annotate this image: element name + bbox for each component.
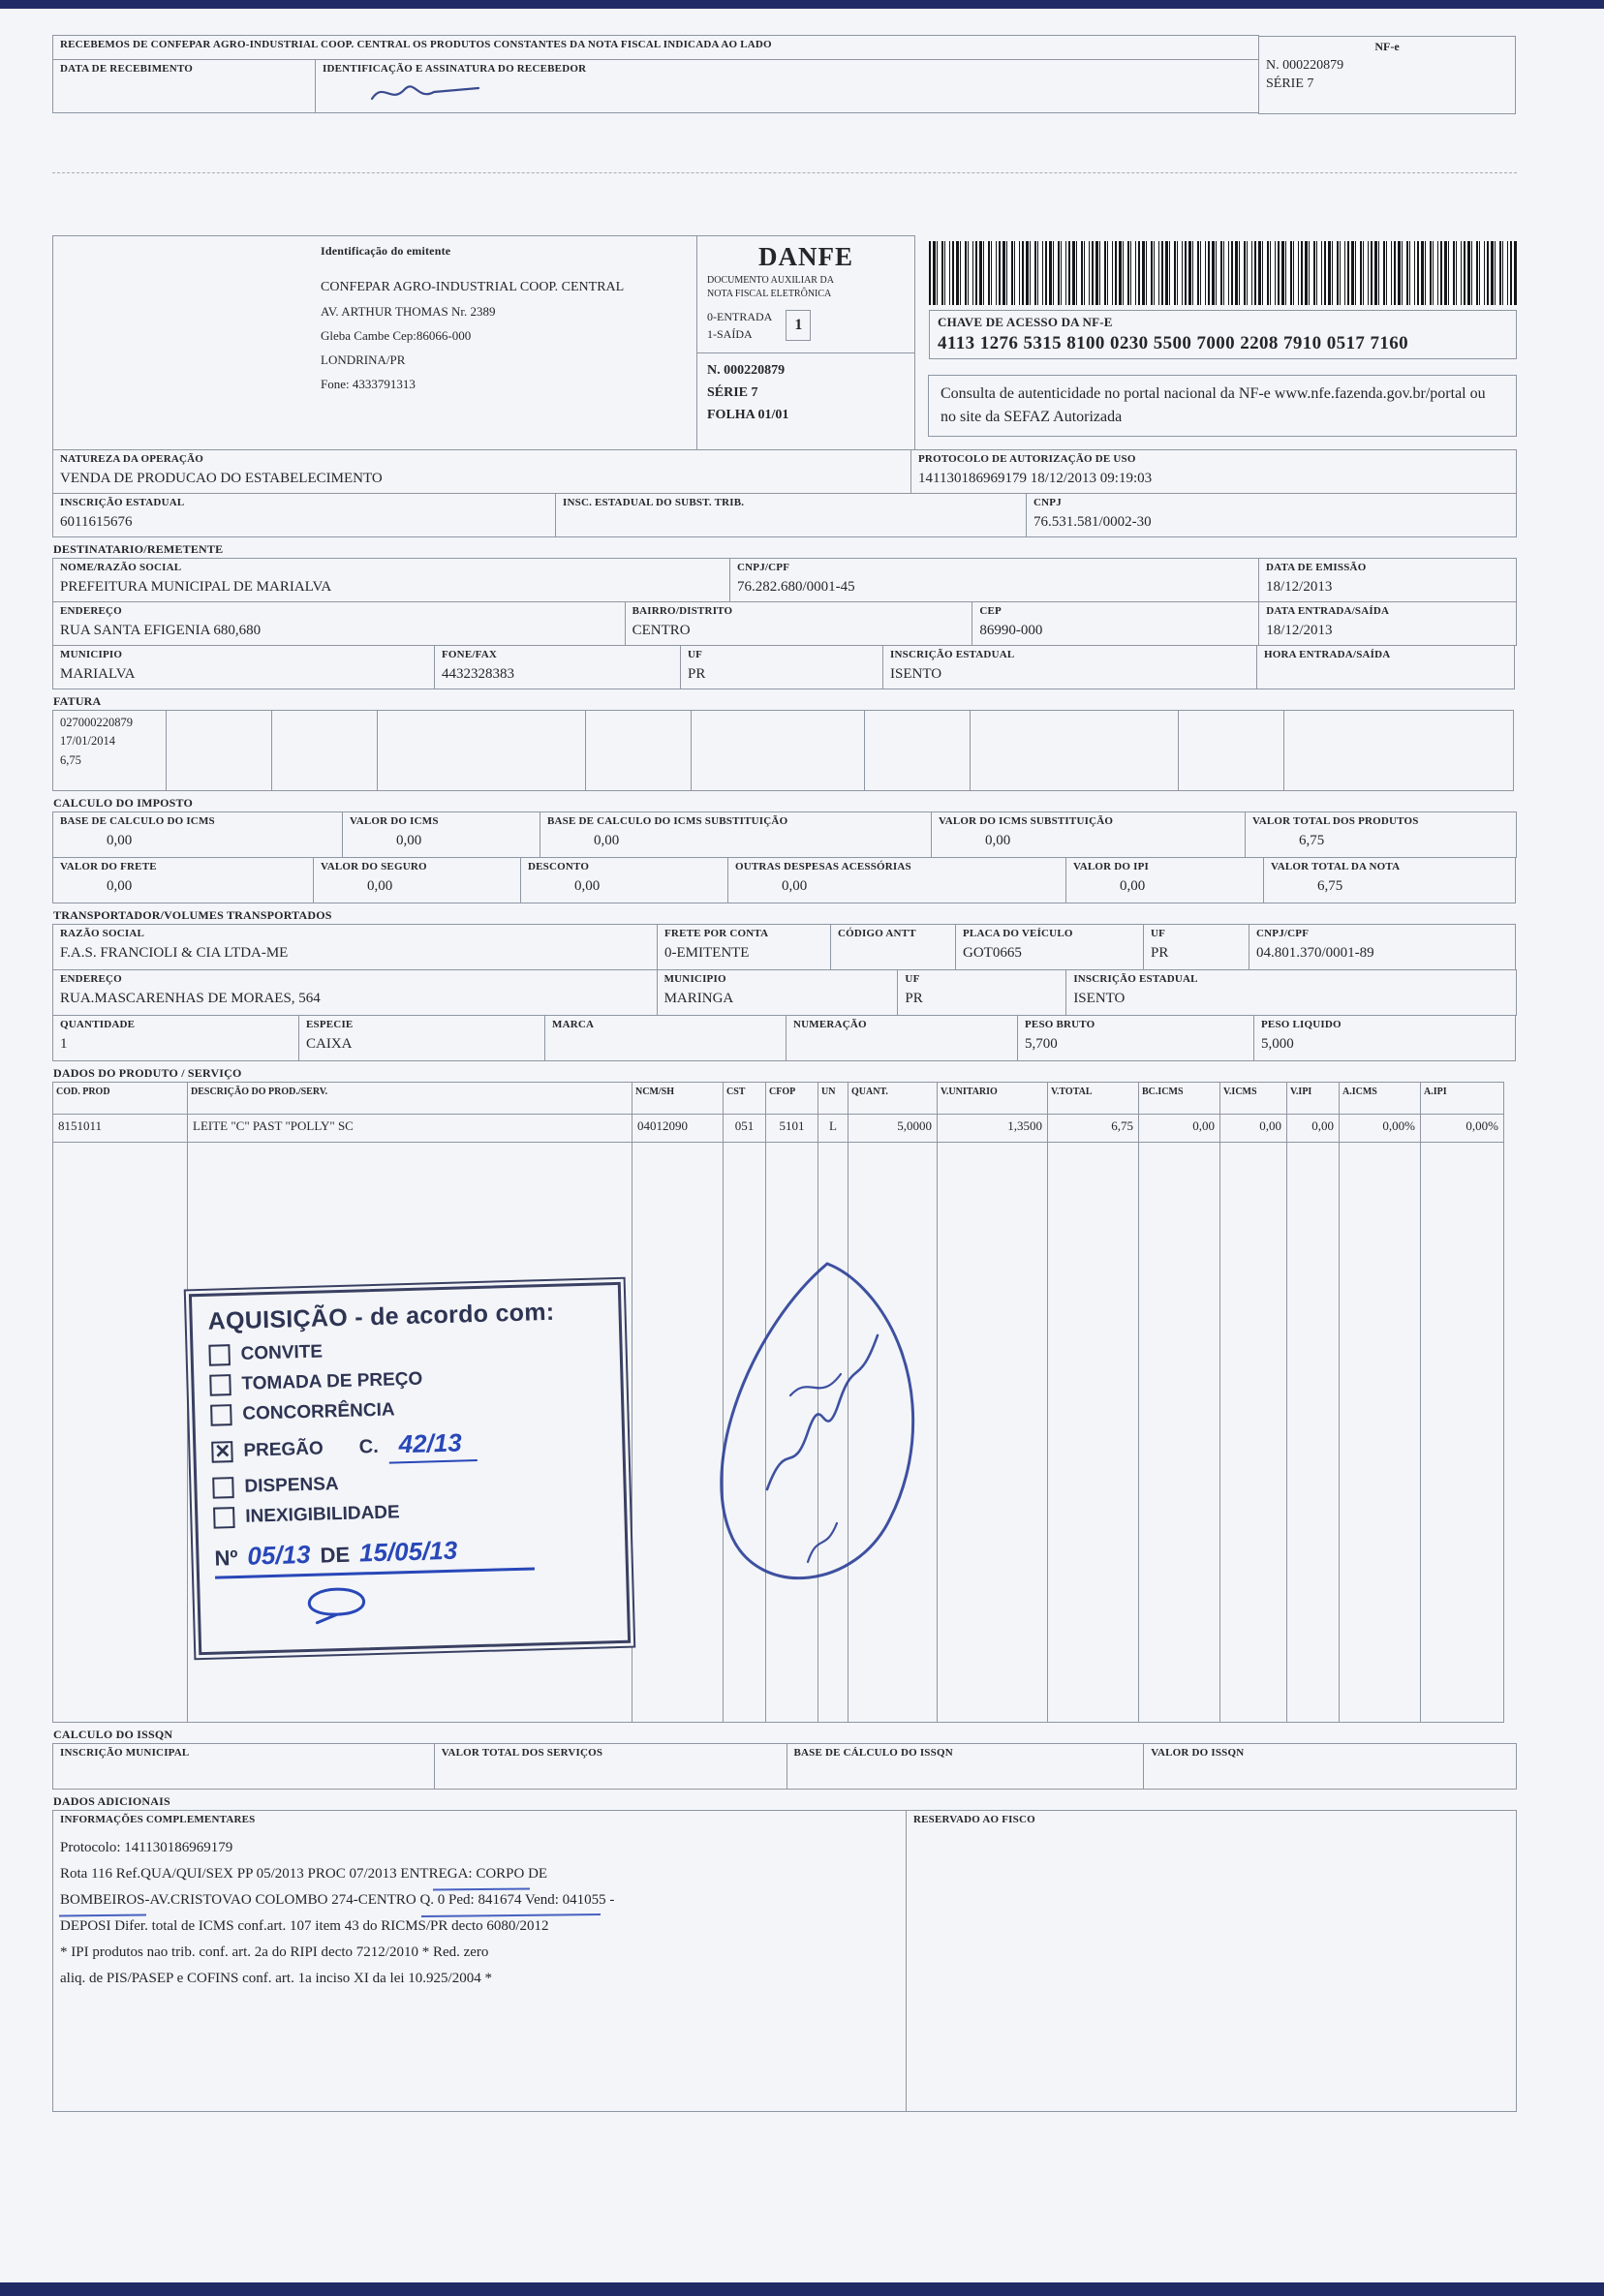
empty-col xyxy=(1286,1142,1340,1723)
fatura-section-title: FATURA xyxy=(53,694,102,708)
imposto-row-2 xyxy=(52,857,1517,903)
checkbox-unchecked-icon xyxy=(213,1507,235,1529)
stamp-option-label: INEXIGIBILIDADE xyxy=(245,1502,400,1527)
checkbox-unchecked-icon xyxy=(212,1477,234,1499)
field-value: PR xyxy=(905,990,923,1006)
valor-icms-st-field xyxy=(931,811,1246,858)
info-line: * IPI produtos nao trib. conf. art. 2a do RIPI decto 7212/2010 * Red. zero xyxy=(60,1944,489,1960)
inscricao-row xyxy=(52,493,1517,537)
fatura-valor: 6,75 xyxy=(60,752,81,767)
produto-cfop: 5101 xyxy=(765,1114,818,1143)
valor-ipi-field xyxy=(1065,857,1264,903)
valor-issqn-field xyxy=(1143,1743,1517,1790)
destinatario-row-2 xyxy=(52,601,1517,646)
field-value: 86990-000 xyxy=(979,622,1043,638)
access-key-value: 4113 1276 5315 8100 0230 5500 7000 2208 7910 0517 7160 xyxy=(938,333,1409,354)
dest-cep-field xyxy=(972,601,1259,646)
field-label: VALOR DO IPI xyxy=(1073,861,1149,872)
field-value: 1 xyxy=(60,1035,68,1052)
stamp-option-dispensa xyxy=(212,1466,607,1498)
field-label: VALOR DO ISSQN xyxy=(1151,1747,1245,1759)
field-value: 141130186969179 18/12/2013 09:19:03 xyxy=(918,470,1153,486)
col-header-cod: COD. PROD xyxy=(52,1082,188,1115)
acquisition-stamp xyxy=(189,1282,631,1655)
dest-fone-field xyxy=(434,645,681,689)
protocolo-field xyxy=(910,449,1517,494)
natureza-operacao-field xyxy=(52,449,911,494)
field-value: 76.531.581/0002-30 xyxy=(1033,513,1152,530)
informacoes-complementares-cell xyxy=(52,1810,907,2112)
checkbox-checked-icon xyxy=(211,1441,233,1463)
emitente-district: Gleba Cambe Cep:86066-000 xyxy=(321,328,472,343)
emitente-phone: Fone: 4333791313 xyxy=(321,377,416,391)
stamp-option-tomada xyxy=(209,1363,604,1395)
cnpj-field xyxy=(1026,493,1517,537)
field-label: DESCONTO xyxy=(528,861,590,872)
field-value: 6,75 xyxy=(1299,832,1325,848)
field-value: RUA.MASCARENHAS DE MORAES, 564 xyxy=(60,990,321,1006)
adicionais-row xyxy=(52,1810,1517,2112)
checkbox-unchecked-icon xyxy=(208,1344,231,1366)
dest-municipio-field xyxy=(52,645,435,689)
field-value: 6,75 xyxy=(1317,877,1343,894)
data-recebimento-field xyxy=(52,59,316,113)
field-label: BASE DE CALCULO DO ICMS xyxy=(60,815,215,827)
issqn-row xyxy=(52,1743,1517,1790)
info-line: Rota 116 Ref.QUA/QUI/SEX PP 05/2013 PROC 07/2013 ENTREGA: CORPO DE xyxy=(60,1865,548,1882)
danfe-title: DANFE xyxy=(758,242,853,271)
col-header-ncm: NCM/SH xyxy=(632,1082,724,1115)
field-label: VALOR TOTAL DOS SERVIÇOS xyxy=(441,1747,603,1759)
stamp-option-label: DISPENSA xyxy=(244,1474,339,1497)
col-header-vtotal: V.TOTAL xyxy=(1047,1082,1139,1115)
fatura-empty-cell xyxy=(970,710,1179,791)
inscricao-estadual-field xyxy=(52,493,556,537)
field-value: MARIALVA xyxy=(60,665,136,682)
scan-top-edge xyxy=(0,0,1604,9)
danfe-series: SÉRIE 7 xyxy=(707,385,758,401)
col-header-aipi: A.IPI xyxy=(1420,1082,1504,1115)
produto-aicms: 0,00% xyxy=(1339,1114,1421,1143)
document-header xyxy=(52,235,1517,450)
quantidade-field xyxy=(52,1015,299,1061)
peso-bruto-field xyxy=(1017,1015,1254,1061)
stamp-option-label: CONCORRÊNCIA xyxy=(242,1399,395,1424)
field-label: CÓDIGO ANTT xyxy=(838,928,916,939)
canhoto xyxy=(52,36,1517,114)
field-label: MUNICIPIO xyxy=(663,973,726,985)
recebemos-cell xyxy=(52,35,1259,60)
transp-uf2-field xyxy=(897,969,1066,1016)
access-key-area xyxy=(915,235,1517,450)
field-value: 0,00 xyxy=(396,832,422,848)
numeracao-field xyxy=(786,1015,1018,1061)
transportador-section-title: TRANSPORTADOR/VOLUMES TRANSPORTADOS xyxy=(53,908,332,922)
inscricao-municipal-field xyxy=(52,1743,435,1790)
fatura-empty-cell xyxy=(1283,710,1514,791)
fatura-empty-cell xyxy=(691,710,865,791)
stamp-pen-squiggle xyxy=(273,1581,400,1626)
empty-col xyxy=(632,1142,724,1723)
col-header-cst: CST xyxy=(723,1082,766,1115)
empty-col xyxy=(1138,1142,1220,1723)
field-label: CNPJ/CPF xyxy=(1256,928,1310,939)
field-label: HORA ENTRADA/SAÍDA xyxy=(1264,649,1391,660)
reservado-fisco-cell xyxy=(906,1810,1517,2112)
transportador-row-3 xyxy=(52,1015,1517,1061)
fatura-empty-cell xyxy=(377,710,586,791)
field-value: CAIXA xyxy=(306,1035,353,1052)
field-label: CNPJ xyxy=(1033,497,1062,508)
stamp-option-pregao xyxy=(211,1424,607,1468)
fatura-empty-cell xyxy=(271,710,378,791)
base-icms-field xyxy=(52,811,343,858)
empty-col xyxy=(765,1142,818,1723)
field-label: QUANTIDADE xyxy=(60,1019,136,1030)
destinatario-row-1 xyxy=(52,558,1517,602)
fatura-vencimento: 17/01/2014 xyxy=(60,734,115,749)
field-label: PLACA DO VEÍCULO xyxy=(963,928,1073,939)
handwritten-contract-number: 42/13 xyxy=(388,1427,478,1464)
destinatario-row-3 xyxy=(52,645,1517,689)
col-header-bcicms: BC.ICMS xyxy=(1138,1082,1220,1115)
stamp-no-label: Nº xyxy=(214,1545,238,1571)
stamp-option-convite xyxy=(208,1333,603,1365)
field-value: 0,00 xyxy=(782,877,808,894)
col-header-aicms: A.ICMS xyxy=(1339,1082,1421,1115)
field-label: INSCRIÇÃO ESTADUAL xyxy=(1073,973,1198,985)
danfe-subtitle: DOCUMENTO AUXILIAR DA NOTA FISCAL ELETRÔNICA xyxy=(707,275,834,299)
dest-ie-field xyxy=(882,645,1257,689)
field-value: GOT0665 xyxy=(963,944,1022,961)
field-label: DATA DE EMISSÃO xyxy=(1266,562,1367,573)
total-produtos-field xyxy=(1245,811,1517,858)
field-label: INFORMAÇÕES COMPLEMENTARES xyxy=(60,1814,256,1825)
field-label: BASE DE CÁLCULO DO ISSQN xyxy=(793,1747,953,1759)
field-label: OUTRAS DESPESAS ACESSÓRIAS xyxy=(735,861,911,872)
field-value: 0,00 xyxy=(367,877,393,894)
col-header-vunit: V.UNITARIO xyxy=(937,1082,1048,1115)
field-value: RUA SANTA EFIGENIA 680,680 xyxy=(60,622,262,638)
field-label: VALOR TOTAL DA NOTA xyxy=(1271,861,1401,872)
imposto-row-1 xyxy=(52,811,1517,858)
dest-bairro-field xyxy=(625,601,973,646)
field-label: VALOR DO FRETE xyxy=(60,861,157,872)
field-value: 5,000 xyxy=(1261,1035,1294,1052)
dest-emissao-field xyxy=(1258,558,1517,602)
dest-uf-field xyxy=(680,645,883,689)
info-line: aliq. de PIS/PASEP e COFINS conf. art. 1a inciso XI da lei 10.925/2004 * xyxy=(60,1970,492,1986)
seguro-field xyxy=(313,857,521,903)
danfe-document xyxy=(52,37,1517,2112)
transp-cnpj-field xyxy=(1249,924,1516,970)
nfe-title: NF-e xyxy=(1374,40,1400,53)
empty-col xyxy=(1420,1142,1504,1723)
recebemos-text: RECEBEMOS DE CONFEPAR AGRO-INDUSTRIAL COOP. CENTRAL OS PRODUTOS CONSTANTES DA NOTA FISCAL INDICADA AO LADO xyxy=(60,39,772,50)
field-value: 0,00 xyxy=(1120,877,1146,894)
empty-col xyxy=(1339,1142,1421,1723)
stamp-option-label: PREGÃO xyxy=(243,1437,324,1461)
field-label: VALOR TOTAL DOS PRODUTOS xyxy=(1252,815,1419,827)
cut-line xyxy=(52,172,1517,173)
field-value: PREFEITURA MUNICIPAL DE MARIALVA xyxy=(60,578,332,595)
emitente-name: CONFEPAR AGRO-INDUSTRIAL COOP. CENTRAL xyxy=(321,280,625,294)
field-value: 0,00 xyxy=(985,832,1011,848)
frete-field xyxy=(52,857,314,903)
emitente-box xyxy=(52,235,697,450)
stamp-option-inexigibilidade xyxy=(213,1496,608,1528)
desconto-field xyxy=(520,857,728,903)
info-line: BOMBEIROS-AV.CRISTOVAO COLOMBO 274-CENTRO Q. 0 Ped: 841674 Vend: 041055 - xyxy=(60,1891,615,1908)
produtos-header-row xyxy=(52,1082,1517,1115)
field-value: PR xyxy=(1151,944,1169,961)
transp-razao-field xyxy=(52,924,658,970)
col-header-vicms: V.ICMS xyxy=(1219,1082,1287,1115)
col-header-vipi: V.IPI xyxy=(1286,1082,1340,1115)
field-label: NATUREZA DA OPERAÇÃO xyxy=(60,453,204,465)
adicionais-section-title: DADOS ADICIONAIS xyxy=(53,1794,170,1808)
transportador-row-2 xyxy=(52,969,1517,1016)
field-label: MUNICIPIO xyxy=(60,649,123,660)
produto-bcicms: 0,00 xyxy=(1138,1114,1220,1143)
barcode xyxy=(929,241,1517,305)
transp-ie-field xyxy=(1065,969,1517,1016)
stamp-c-label: C. xyxy=(358,1435,380,1458)
produtos-section-title: DADOS DO PRODUTO / SERVIÇO xyxy=(53,1066,242,1080)
nfe-series: SÉRIE 7 xyxy=(1266,77,1314,91)
inscricao-subst-field xyxy=(555,493,1027,537)
stamp-option-label: CONVITE xyxy=(240,1341,324,1364)
field-value: MARINGA xyxy=(663,990,734,1006)
nfe-number: N. 000220879 xyxy=(1266,58,1344,73)
field-label: INSCRIÇÃO MUNICIPAL xyxy=(60,1747,190,1759)
field-label: NUMERAÇÃO xyxy=(793,1019,867,1030)
field-value: 0,00 xyxy=(107,877,133,894)
field-label: INSC. ESTADUAL DO SUBST. TRIB. xyxy=(563,497,745,508)
field-label: UF xyxy=(1151,928,1166,939)
produto-vtotal: 6,75 xyxy=(1047,1114,1139,1143)
danfe-tipo-box: 1 xyxy=(786,310,811,341)
field-label: VALOR DO ICMS SUBSTITUIÇÃO xyxy=(939,815,1114,827)
scan-bottom-edge xyxy=(0,2282,1604,2296)
field-label: RAZÃO SOCIAL xyxy=(60,928,145,939)
natureza-row xyxy=(52,449,1517,494)
access-key-box xyxy=(929,310,1517,359)
field-label: INSCRIÇÃO ESTADUAL xyxy=(60,497,185,508)
transp-endereco-field xyxy=(52,969,658,1016)
danfe-sheet: FOLHA 01/01 xyxy=(707,408,789,423)
field-label: ENDEREÇO xyxy=(60,605,122,617)
field-value: 0,00 xyxy=(574,877,601,894)
transportador-row-1 xyxy=(52,924,1517,970)
checkbox-unchecked-icon xyxy=(209,1374,231,1396)
field-label: PESO BRUTO xyxy=(1025,1019,1095,1030)
marca-field xyxy=(544,1015,787,1061)
produto-vipi: 0,00 xyxy=(1286,1114,1340,1143)
danfe-saida-option: 1-SAÍDA xyxy=(707,327,753,341)
dest-entrada-field xyxy=(1258,601,1517,646)
produto-cod: 8151011 xyxy=(52,1114,188,1143)
field-label: VALOR DO SEGURO xyxy=(321,861,427,872)
field-value: CENTRO xyxy=(632,622,691,638)
handwritten-process-number: 05/13 xyxy=(246,1539,311,1571)
field-label: PROTOCOLO DE AUTORIZAÇÃO DE USO xyxy=(918,453,1136,465)
field-value: ISENTO xyxy=(1073,990,1126,1006)
stamp-de-label: DE xyxy=(320,1542,351,1568)
imposto-section-title: CALCULO DO IMPOSTO xyxy=(53,796,194,810)
codigo-antt-field xyxy=(830,924,956,970)
field-value: VENDA DE PRODUCAO DO ESTABELECIMENTO xyxy=(60,470,383,486)
checkbox-unchecked-icon xyxy=(210,1404,232,1426)
field-value: 5,700 xyxy=(1025,1035,1058,1052)
produto-vunit: 1,3500 xyxy=(937,1114,1048,1143)
field-value: 18/12/2013 xyxy=(1266,578,1333,595)
fatura-numero: 027000220879 xyxy=(60,716,133,729)
access-key-label: CHAVE DE ACESSO DA NF-E xyxy=(938,315,1113,329)
placa-field xyxy=(955,924,1144,970)
issqn-section-title: CALCULO DO ISSQN xyxy=(53,1728,173,1741)
produto-aipi: 0,00% xyxy=(1420,1114,1504,1143)
field-label: NOME/RAZÃO SOCIAL xyxy=(60,562,182,573)
field-label: IDENTIFICAÇÃO E ASSINATURA DO RECEBEDOR xyxy=(323,63,587,75)
fatura-empty-cell xyxy=(1178,710,1284,791)
dest-cnpj-field xyxy=(729,558,1259,602)
field-value: 0,00 xyxy=(107,832,133,848)
emitente-city: LONDRINA/PR xyxy=(321,352,406,367)
field-value: 0,00 xyxy=(594,832,620,848)
field-label: BASE DE CALCULO DO ICMS SUBSTITUIÇÃO xyxy=(547,815,788,827)
col-header-cfop: CFOP xyxy=(765,1082,818,1115)
col-header-un: UN xyxy=(817,1082,848,1115)
field-label: PESO LIQUIDO xyxy=(1261,1019,1342,1030)
frete-conta-field xyxy=(657,924,831,970)
empty-col xyxy=(848,1142,938,1723)
handwritten-date: 15/05/13 xyxy=(358,1535,458,1568)
produto-ncm: 04012090 xyxy=(632,1114,724,1143)
base-issqn-field xyxy=(787,1743,1145,1790)
destinatario-section-title: DESTINATARIO/REMETENTE xyxy=(53,542,224,556)
fatura-empty-cell xyxy=(166,710,272,791)
receiver-signature-scribble xyxy=(364,77,490,110)
field-value: 6011615676 xyxy=(60,513,133,530)
col-header-quant: QUANT. xyxy=(848,1082,938,1115)
especie-field xyxy=(298,1015,545,1061)
empty-col xyxy=(52,1142,188,1723)
empty-col xyxy=(723,1142,766,1723)
informacoes-text xyxy=(60,1835,899,1992)
field-label: ESPECIE xyxy=(306,1019,354,1030)
field-value: 0-EMITENTE xyxy=(664,944,750,961)
empty-col xyxy=(1047,1142,1139,1723)
total-nota-field xyxy=(1263,857,1516,903)
field-label: DATA ENTRADA/SAÍDA xyxy=(1266,605,1390,617)
field-label: UF xyxy=(688,649,703,660)
fatura-row xyxy=(52,710,1517,791)
nfe-stub-box xyxy=(1258,36,1516,114)
fatura-empty-cell xyxy=(864,710,971,791)
valor-servicos-field xyxy=(434,1743,787,1790)
transp-uf-field xyxy=(1143,924,1249,970)
danfe-entrada-option: 0-ENTRADA xyxy=(707,310,773,323)
empty-col xyxy=(937,1142,1048,1723)
emitente-title: Identificação do emitente xyxy=(321,244,451,258)
field-label: FONE/FAX xyxy=(442,649,498,660)
info-line: DEPOSI Difer. total de ICMS conf.art. 107 item 43 do RICMS/PR decto 6080/2012 xyxy=(60,1917,549,1934)
field-label: FRETE POR CONTA xyxy=(664,928,769,939)
field-value: PR xyxy=(688,665,706,682)
produto-row xyxy=(52,1114,1517,1143)
col-header-desc: DESCRIÇÃO DO PROD./SERV. xyxy=(187,1082,632,1115)
stamp-title: AQUISIÇÃO - de acordo com: xyxy=(207,1298,555,1335)
valor-icms-field xyxy=(342,811,540,858)
outras-despesas-field xyxy=(727,857,1066,903)
field-value: 04.801.370/0001-89 xyxy=(1256,944,1374,961)
produto-desc: LEITE "C" PAST "POLLY" SC xyxy=(187,1114,632,1143)
peso-liquido-field xyxy=(1253,1015,1516,1061)
transp-municipio-field xyxy=(657,969,899,1016)
field-value: 4432328383 xyxy=(442,665,514,682)
empty-col xyxy=(817,1142,848,1723)
emitente-address: AV. ARTHUR THOMAS Nr. 2389 xyxy=(321,304,496,319)
field-value: 18/12/2013 xyxy=(1266,622,1333,638)
field-label: VALOR DO ICMS xyxy=(350,815,439,827)
dest-endereco-field xyxy=(52,601,626,646)
danfe-number: N. 000220879 xyxy=(707,363,786,378)
stamp-number-line xyxy=(214,1533,535,1578)
stamp-option-concorrencia xyxy=(210,1393,605,1425)
produto-cst: 051 xyxy=(723,1114,766,1143)
field-label: CEP xyxy=(979,605,1002,617)
field-value: 76.282.680/0001-45 xyxy=(737,578,855,595)
field-label: INSCRIÇÃO ESTADUAL xyxy=(890,649,1015,660)
fatura-empty-cell xyxy=(585,710,692,791)
field-label: ENDEREÇO xyxy=(60,973,122,985)
field-label: CNPJ/CPF xyxy=(737,562,790,573)
identificacao-recebedor-field xyxy=(315,59,1259,113)
produto-quant: 5,0000 xyxy=(848,1114,938,1143)
fatura-duplicata-cell xyxy=(52,710,167,791)
field-value: ISENTO xyxy=(890,665,942,682)
field-label: RESERVADO AO FISCO xyxy=(913,1814,1035,1825)
produto-vicms: 0,00 xyxy=(1219,1114,1287,1143)
field-label: BAIRRO/DISTRITO xyxy=(632,605,733,617)
field-label: UF xyxy=(905,973,920,985)
field-label: MARCA xyxy=(552,1019,595,1030)
empty-col xyxy=(1219,1142,1287,1723)
dest-nome-field xyxy=(52,558,730,602)
info-line: Protocolo: 141130186969179 xyxy=(60,1839,233,1855)
produto-un: L xyxy=(817,1114,848,1143)
danfe-box xyxy=(696,235,915,450)
authenticity-note: Consulta de autenticidade no portal nacional da NF-e www.nfe.fazenda.gov.br/portal ou no site da SEFAZ Autorizada xyxy=(928,375,1517,437)
stamp-option-label: TOMADA DE PREÇO xyxy=(241,1368,423,1394)
field-label: DATA DE RECEBIMENTO xyxy=(60,63,194,75)
dest-hora-field xyxy=(1256,645,1515,689)
base-icms-st-field xyxy=(540,811,932,858)
field-value: F.A.S. FRANCIOLI & CIA LTDA-ME xyxy=(60,944,289,961)
